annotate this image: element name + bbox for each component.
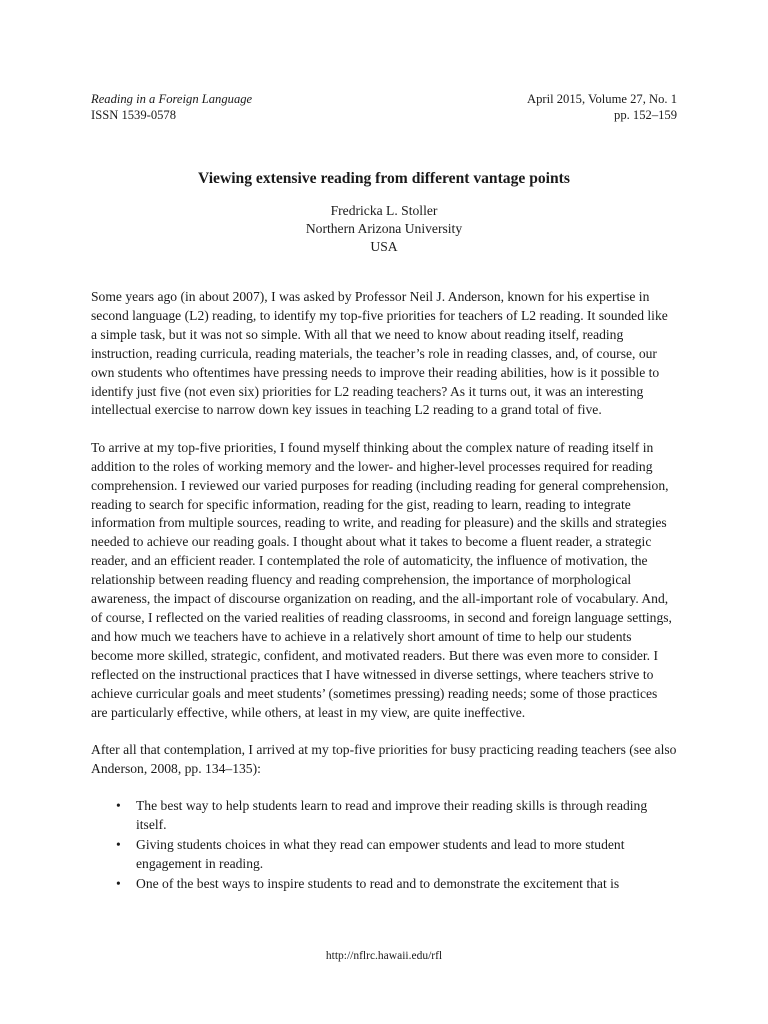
- footer-url: http://nflrc.hawaii.edu/rfl: [325, 950, 443, 962]
- bullet-icon: •: [116, 798, 121, 814]
- page-range: pp. 152–159: [614, 107, 677, 122]
- paragraph: To arrive at my top-five priorities, I found myself thinking about the complex nature of reading itself in addition to the roles of working memory and the lower- and higher-level processes required for reading comprehension. I reviewed our varied purposes for reading (including reading for general comprehension, reading to search for specific information, reading for the gist, reading to learn, reading to integrate information from multiple sources, reading to write, and reading for pleasure) and the skills and strategies needed to achieve our reading goals. I thought about what it takes to become a fluent reader, a strategic reader, and an efficient reader. I contemplated the role of automaticity, the influence of motivation, the relationship between reading fluency and reading comprehension, the importance of morphological awareness, the impact of discourse organization on reading, and the all-important role of vocabulary. And, of course, I reflected on the varied realities of reading classrooms, in second and foreign language settings, and how much we teachers have to achieve in a relatively short amount of time to help our students become more skilled, strategic, confident, and motivated readers. But there was even more to consider. I reflected on the instructional practices that I have witnessed in diverse settings, where teachers strive to achieve curricular goals and meet students’ (sometimes pressing) reading needs; some of those practices are particularly effective, while others, at least in my view, are quite ineffective.: [91, 439, 672, 720]
- list-item-text: Giving students choices in what they read can empower students and lead to more student engagement in reading.: [136, 837, 625, 871]
- paragraph: Some years ago (in about 2007), I was asked by Professor Neil J. Anderson, known for his expertise in second language (L2) reading, to identify my top-five priorities for teachers of L2 reading. It sounded like a simple task, but it was not so simple. With all that we need to know about reading itself, reading instruction, reading curricula, reading materials, the teacher’s role in reading classes, and, of course, our own students who oftentimes have pressing needs to improve their reading abilities, how is it possible to identify just five (not even six) priorities for L2 reading teachers? As it turns out, it was an interesting intellectual exercise to narrow down key issues in teaching L2 reading to a grand total of five.: [91, 289, 668, 418]
- list-item: [116, 797, 677, 835]
- header-right: [527, 92, 677, 123]
- list-item: [116, 875, 677, 894]
- document-page: [91, 92, 677, 895]
- author-name: Fredricka L. Stoller: [330, 203, 438, 218]
- journal-header: [91, 92, 677, 123]
- list-item: [116, 836, 677, 874]
- journal-name: Reading in a Foreign Language: [91, 92, 253, 106]
- author-block: [91, 202, 677, 256]
- bullet-icon: •: [116, 837, 121, 853]
- header-left: [91, 92, 252, 123]
- issn: ISSN 1539-0578: [91, 107, 177, 122]
- priorities-list: [91, 797, 677, 894]
- author-country: USA: [370, 239, 398, 254]
- list-item-text: One of the best ways to inspire students to read and to demonstrate the excitement that is: [136, 875, 620, 891]
- author-affiliation: Northern Arizona University: [305, 221, 463, 236]
- list-item-text: The best way to help students learn to read and improve their reading skills is through reading itself.: [136, 798, 648, 833]
- article-body: [91, 288, 677, 894]
- issue-info: April 2015, Volume 27, No. 1: [527, 92, 677, 106]
- article-title: Viewing extensive reading from different vantage points: [198, 170, 570, 187]
- bullet-icon: •: [116, 875, 121, 891]
- paragraph: After all that contemplation, I arrived at my top-five priorities for busy practicing reading teachers (see also Anderson, 2008, pp. 134–135):: [91, 741, 677, 776]
